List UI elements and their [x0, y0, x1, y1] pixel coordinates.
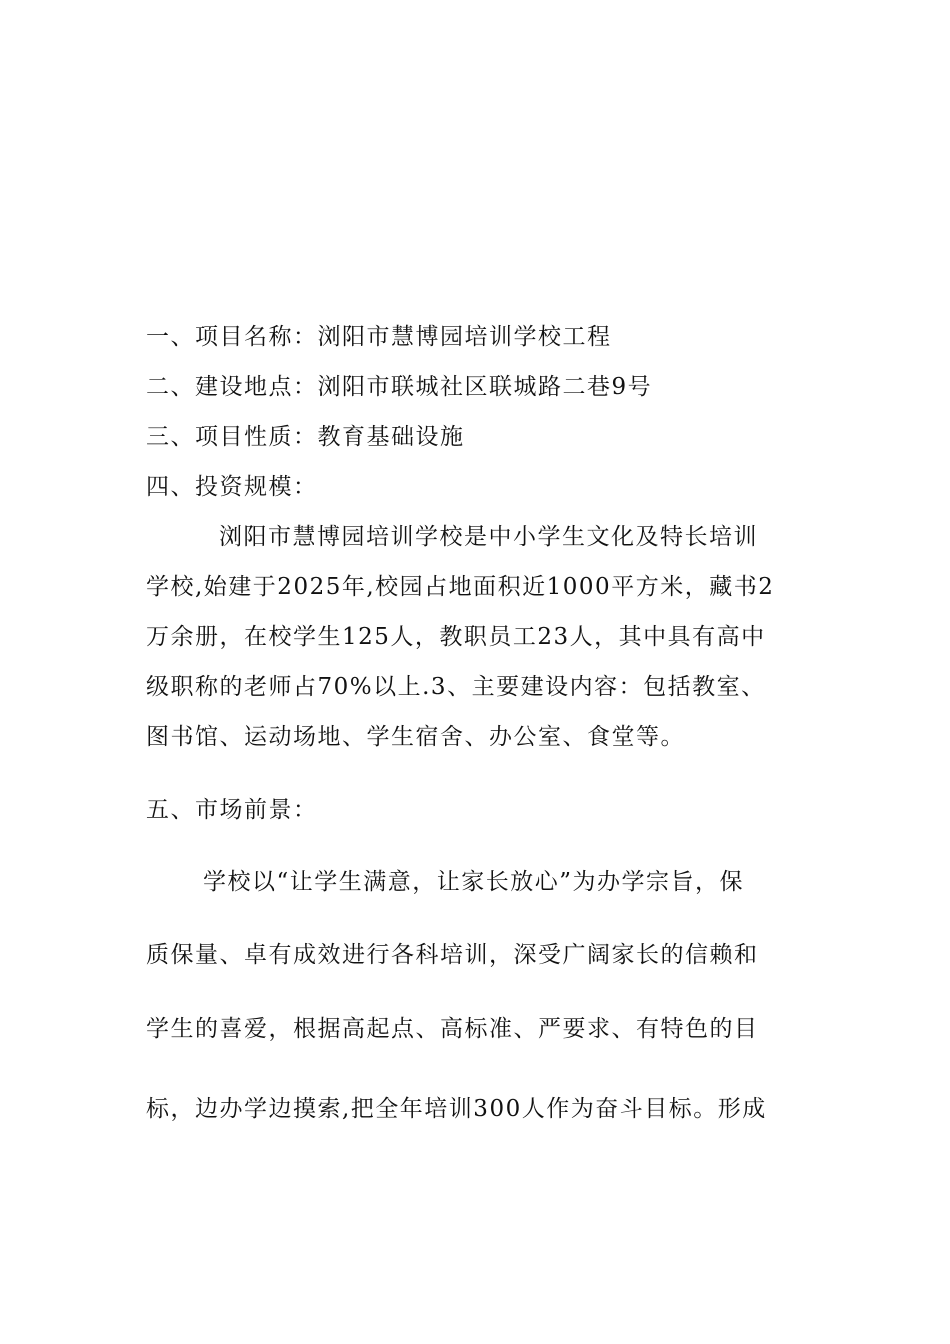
scale-paragraph-line: 浏阳市慧博园培训学校是中小学生文化及特长培训	[219, 524, 758, 550]
market-paragraph-line: 学生的喜爱，根据高起点、高标准、严要求、有特色的目	[146, 1016, 759, 1042]
scale-paragraph-line: 学校,始建于2025年,校园占地面积近1000平方米，藏书2	[146, 574, 775, 600]
project-nature-item: 三、项目性质：教育基础设施	[146, 424, 465, 450]
construction-location-item: 二、建设地点：浏阳市联城社区联城路二巷9号	[146, 374, 653, 400]
market-paragraph-line: 学校以“让学生满意，让家长放心”为办学宗旨，保	[203, 869, 745, 895]
scale-paragraph-line: 图书馆、运动场地、学生宿舍、办公室、食堂等。	[146, 724, 685, 750]
market-paragraph-line: 质保量、卓有成效进行各科培训，深受广阔家长的信赖和	[146, 942, 759, 968]
project-name-item: 一、项目名称：浏阳市慧博园培训学校工程	[146, 324, 612, 350]
investment-scale-heading: 四、投资规模：	[146, 474, 318, 500]
scale-paragraph-line: 级职称的老师占70%以上.3、主要建设内容：包括教室、	[146, 674, 766, 700]
scale-paragraph-line: 万余册，在校学生125人，教职员工23人，其中具有高中	[146, 624, 766, 650]
market-prospect-heading: 五、市场前景：	[146, 797, 318, 823]
market-paragraph-line: 标，边办学边摸索,把全年培训300人作为奋斗目标。形成	[146, 1096, 767, 1122]
